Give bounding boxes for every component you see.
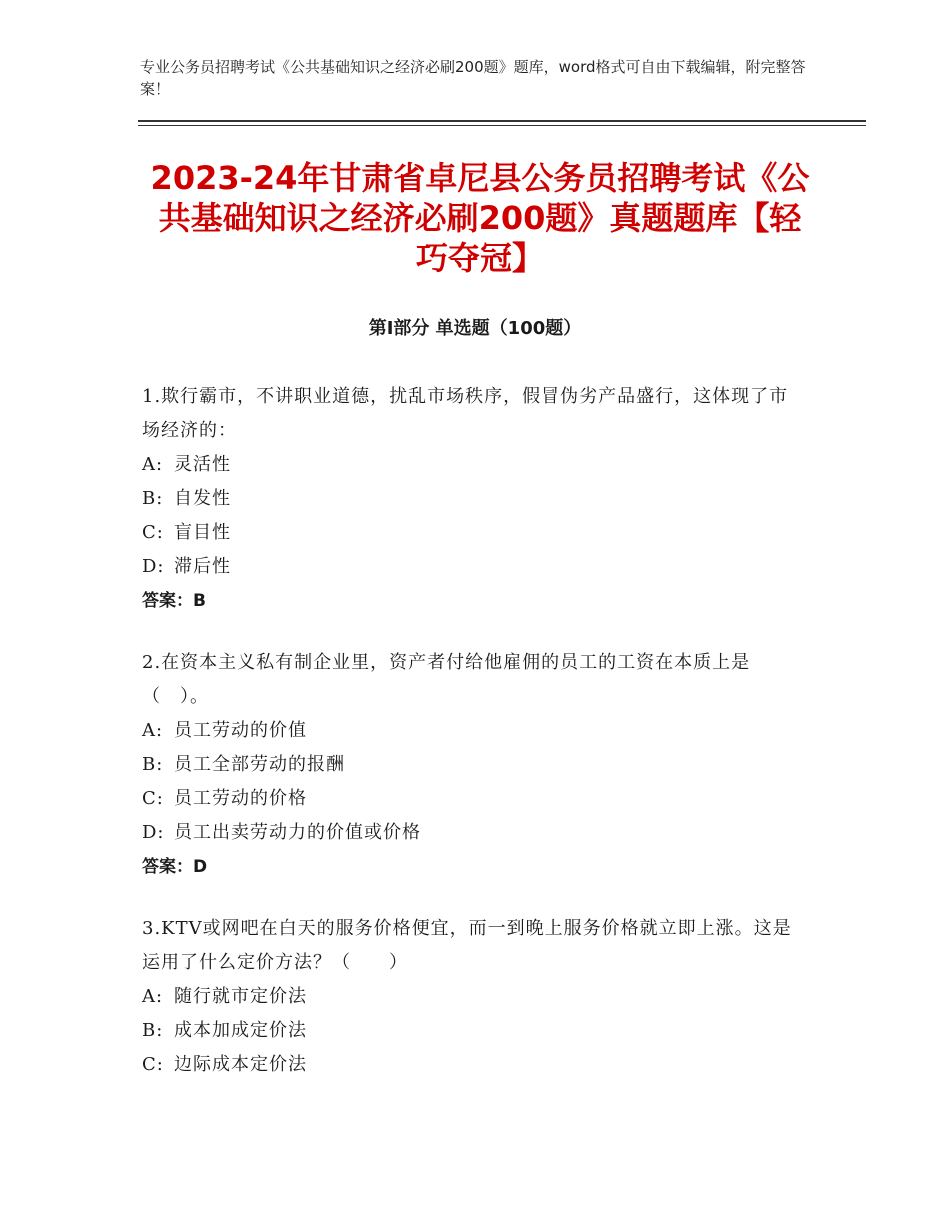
option-key: D: bbox=[142, 822, 165, 843]
option-b bbox=[142, 1014, 807, 1048]
question-2 bbox=[142, 646, 807, 884]
answer-line bbox=[142, 584, 807, 618]
option-text: 成本加成定价法 bbox=[174, 1020, 307, 1041]
option-text: 员工劳动的价值 bbox=[174, 720, 307, 741]
option-key: A: bbox=[142, 454, 164, 475]
question-stem: 3.KTV或网吧在白天的服务价格便宜，而一到晚上服务价格就立即上涨。这是运用了什么定价方法？（ ） bbox=[142, 918, 792, 973]
answer-label: 答案： bbox=[142, 857, 193, 877]
question-stem: 1.欺行霸市，不讲职业道德，扰乱市场秩序，假冒伪劣产品盛行，这体现了市场经济的： bbox=[142, 386, 789, 441]
option-key: B: bbox=[142, 1020, 164, 1041]
header-rule-thick bbox=[138, 120, 866, 122]
option-a bbox=[142, 714, 807, 748]
option-text: 自发性 bbox=[174, 488, 231, 509]
option-key: C: bbox=[142, 1054, 164, 1075]
answer-line bbox=[142, 850, 807, 884]
question-1 bbox=[142, 380, 807, 618]
option-d bbox=[142, 550, 807, 584]
question-3 bbox=[142, 912, 807, 1082]
option-key: C: bbox=[142, 788, 164, 809]
section-heading: 第Ⅰ部分 单选题（100题） bbox=[368, 318, 582, 339]
option-c bbox=[142, 1048, 807, 1082]
option-text: 灵活性 bbox=[174, 454, 231, 475]
option-a bbox=[142, 980, 807, 1014]
option-key: B: bbox=[142, 488, 164, 509]
answer-value: D bbox=[193, 857, 208, 877]
header-note: 专业公务员招聘考试《公共基础知识之经济必刷200题》题库，word格式可自由下载编辑，附完整答案！ bbox=[140, 58, 806, 98]
option-key: D: bbox=[142, 556, 165, 577]
option-text: 员工出卖劳动力的价值或价格 bbox=[174, 822, 421, 843]
option-key: A: bbox=[142, 720, 164, 741]
option-c bbox=[142, 516, 807, 550]
option-text: 员工全部劳动的报酬 bbox=[174, 754, 345, 775]
option-key: A: bbox=[142, 986, 164, 1007]
question-list bbox=[142, 380, 807, 1110]
option-c bbox=[142, 782, 807, 816]
question-stem: 2.在资本主义私有制企业里，资产者付给他雇佣的员工的工资在本质上是（ ）。 bbox=[142, 652, 751, 707]
option-key: C: bbox=[142, 522, 164, 543]
option-text: 盲目性 bbox=[174, 522, 231, 543]
option-text: 员工劳动的价格 bbox=[174, 788, 307, 809]
option-text: 随行就市定价法 bbox=[174, 986, 307, 1007]
answer-value: B bbox=[193, 591, 206, 611]
option-key: B: bbox=[142, 754, 164, 775]
option-a bbox=[142, 448, 807, 482]
option-text: 边际成本定价法 bbox=[174, 1054, 307, 1075]
option-b bbox=[142, 748, 807, 782]
header-rule-thin bbox=[138, 125, 866, 126]
option-text: 滞后性 bbox=[174, 556, 231, 577]
option-d bbox=[142, 816, 807, 850]
option-b bbox=[142, 482, 807, 516]
document-title: 2023-24年甘肃省卓尼县公务员招聘考试《公共基础知识之经济必刷200题》真题题库【轻巧夺冠】 bbox=[150, 159, 810, 277]
answer-label: 答案： bbox=[142, 591, 193, 611]
